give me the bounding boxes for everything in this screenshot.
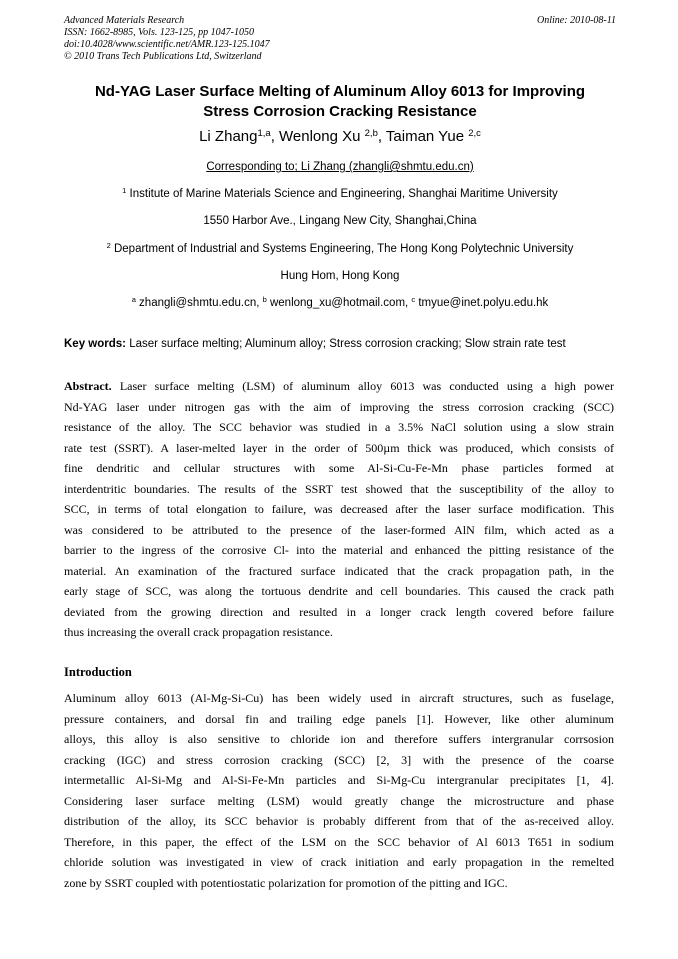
abstract-paragraph <box>64 376 614 643</box>
section-heading-introduction: Introduction <box>64 665 132 679</box>
abstract-line: resistance of the alloy. The SCC behavior was studied in a 3.5% NaCl solution using a slow strain <box>64 420 614 434</box>
introduction-line: Therefore, in this paper, the effect of the LSM on the SCC behavior of Al 6013 T651 in sodium <box>64 834 614 849</box>
affiliation-2-marker: 2 <box>106 241 111 250</box>
abstract-line: material. An examination of the fractured surface indicated that the crack propagation path, in the <box>64 563 614 578</box>
author-2-affiliation: 2,b <box>364 128 378 139</box>
introduction-line: chloride solution was investigated in view of crack initiation and early propagation in the remelted <box>64 855 614 869</box>
issn-line: ISSN: 1662-8985, Vols. 123-125, pp 1047-1050 <box>64 27 254 38</box>
keywords-text: Laser surface melting; Aluminum alloy; Stress corrosion cracking; Slow strain rate test <box>126 338 566 350</box>
email-c: tmyue@inet.polyu.edu.hk <box>415 297 549 309</box>
doi-line: doi:10.4028/www.scientific.net/AMR.123-125.1047 <box>64 39 270 50</box>
affiliation-2 <box>40 242 640 256</box>
title-line-1: Nd-YAG Laser Surface Melting of Aluminum Alloy 6013 for Improving <box>94 83 586 100</box>
copyright-line: © 2010 Trans Tech Publications Ltd, Switzerland <box>64 51 262 62</box>
email-b-marker: b <box>262 295 267 304</box>
corresponding-author <box>40 160 640 174</box>
introduction-line: intermetallic Al-Si-Mg and Al-Si-Fe-Mn particles and Si-Mg-Cu intergranular precipitates [1, 4]. <box>64 773 614 787</box>
affiliation-1-marker: 1 <box>122 186 127 195</box>
abstract-line: thus increasing the overall crack propagation resistance. <box>64 625 333 639</box>
abstract-line: early stage of SCC, was along the tortuous dendrite and cell boundaries. This caused the crack path <box>64 584 614 598</box>
abstract-label: Abstract. <box>64 379 112 393</box>
introduction-line: zone by SSRT coupled with potentiostatic polarization for promotion of the pitting and IGC. <box>64 875 508 890</box>
author-1-affiliation: 1,a <box>257 128 271 139</box>
keywords-label: Key words: <box>64 338 126 350</box>
journal-header <box>64 15 616 63</box>
abstract-line: interdentritic boundaries. The results of the SSRT test showed that the susceptibility of the alloy to <box>64 481 614 496</box>
affiliation-2-address: Hung Hom, Hong Kong <box>280 270 400 282</box>
email-a: zhangli@shmtu.edu.cn, <box>135 297 263 309</box>
author-3-name: , Taiman Yue <box>377 128 469 145</box>
journal-name: Advanced Materials Research <box>64 15 185 26</box>
introduction-line: alloys, this alloy is also sensitive to chloride ion and therefore suffers intergranular corrsosion <box>64 732 614 746</box>
introduction-line: pressure containers, and dorsal fin and trailing edge panels [1]. However, like other aluminum <box>64 711 614 726</box>
abstract-line: fine dendritic and cellular structures with some Al-Si-Cu-Fe-Mn phase particles formed at <box>64 461 614 475</box>
abstract-line: deviated from the growing direction and resulted in a longer crack length covered before failure <box>64 604 614 619</box>
affiliation-2-text: Department of Industrial and Systems Engineering, The Hong Kong Polytechnic University <box>110 243 574 255</box>
introduction-line: Considering laser surface melting (LSM) would greatly change the microstructure and phase <box>64 793 614 808</box>
abstract-line: SCC, in terms of total elongation to failure, was decreased after the laser surface modification. This <box>64 502 614 516</box>
abstract-line: barrier to the ingress of the corrosive Cl- into the material and enhanced the pitting resistance of the <box>64 543 614 557</box>
abstract-line: Nd-YAG laser under nitrogen gas with the aim of improving the stress corrosion cracking (SCC) <box>64 399 614 414</box>
abstract-line: was considered to be attributed to the presence of the laser-formed AlN film, which acted as a <box>64 522 614 537</box>
affiliation-1-text: Institute of Marine Materials Science and Engineering, Shanghai Maritime University <box>126 188 558 200</box>
email-b: wenlong_xu@hotmail.com, <box>266 297 412 309</box>
introduction-line: distribution of the alloy, its SCC behavior is probably different from that of the as-received alloy. <box>64 814 614 828</box>
affiliation-1-address: 1550 Harbor Ave., Lingang New City, Shanghai,China <box>203 215 477 227</box>
email-c-marker: c <box>411 295 416 304</box>
email-line <box>40 296 640 310</box>
introduction-line: cracking (IGC) and stress corrosion cracking (SCC) [2, 3] with the presence of the coarse <box>64 752 614 767</box>
email-a-marker: a <box>131 295 136 304</box>
introduction-paragraph <box>64 688 614 893</box>
author-1-name: Li Zhang <box>199 128 258 145</box>
abstract-line: rate test (SSRT). A laser-melted layer in the order of 500µm thick was produced, which consists of <box>64 440 614 455</box>
corresponding-author-text: Corresponding to; Li Zhang (zhangli@shmtu.edu.cn) <box>206 161 474 173</box>
title-line-2: Stress Corrosion Cracking Resistance <box>203 103 477 120</box>
author-3-affiliation: 2,c <box>468 128 481 139</box>
online-date: Online: 2010-08-11 <box>537 15 616 26</box>
author-2-name: , Wenlong Xu <box>270 128 365 145</box>
paper-title <box>40 82 640 122</box>
abstract-line: Abstract. Laser surface melting (LSM) of aluminum alloy 6013 was conducted using a high power <box>64 379 614 393</box>
introduction-line: Aluminum alloy 6013 (Al-Mg-Si-Cu) has been widely used in aircraft structures, such as fuselage, <box>64 691 614 705</box>
affiliation-1 <box>40 187 640 201</box>
keywords-line <box>64 337 624 351</box>
author-list <box>40 127 640 147</box>
